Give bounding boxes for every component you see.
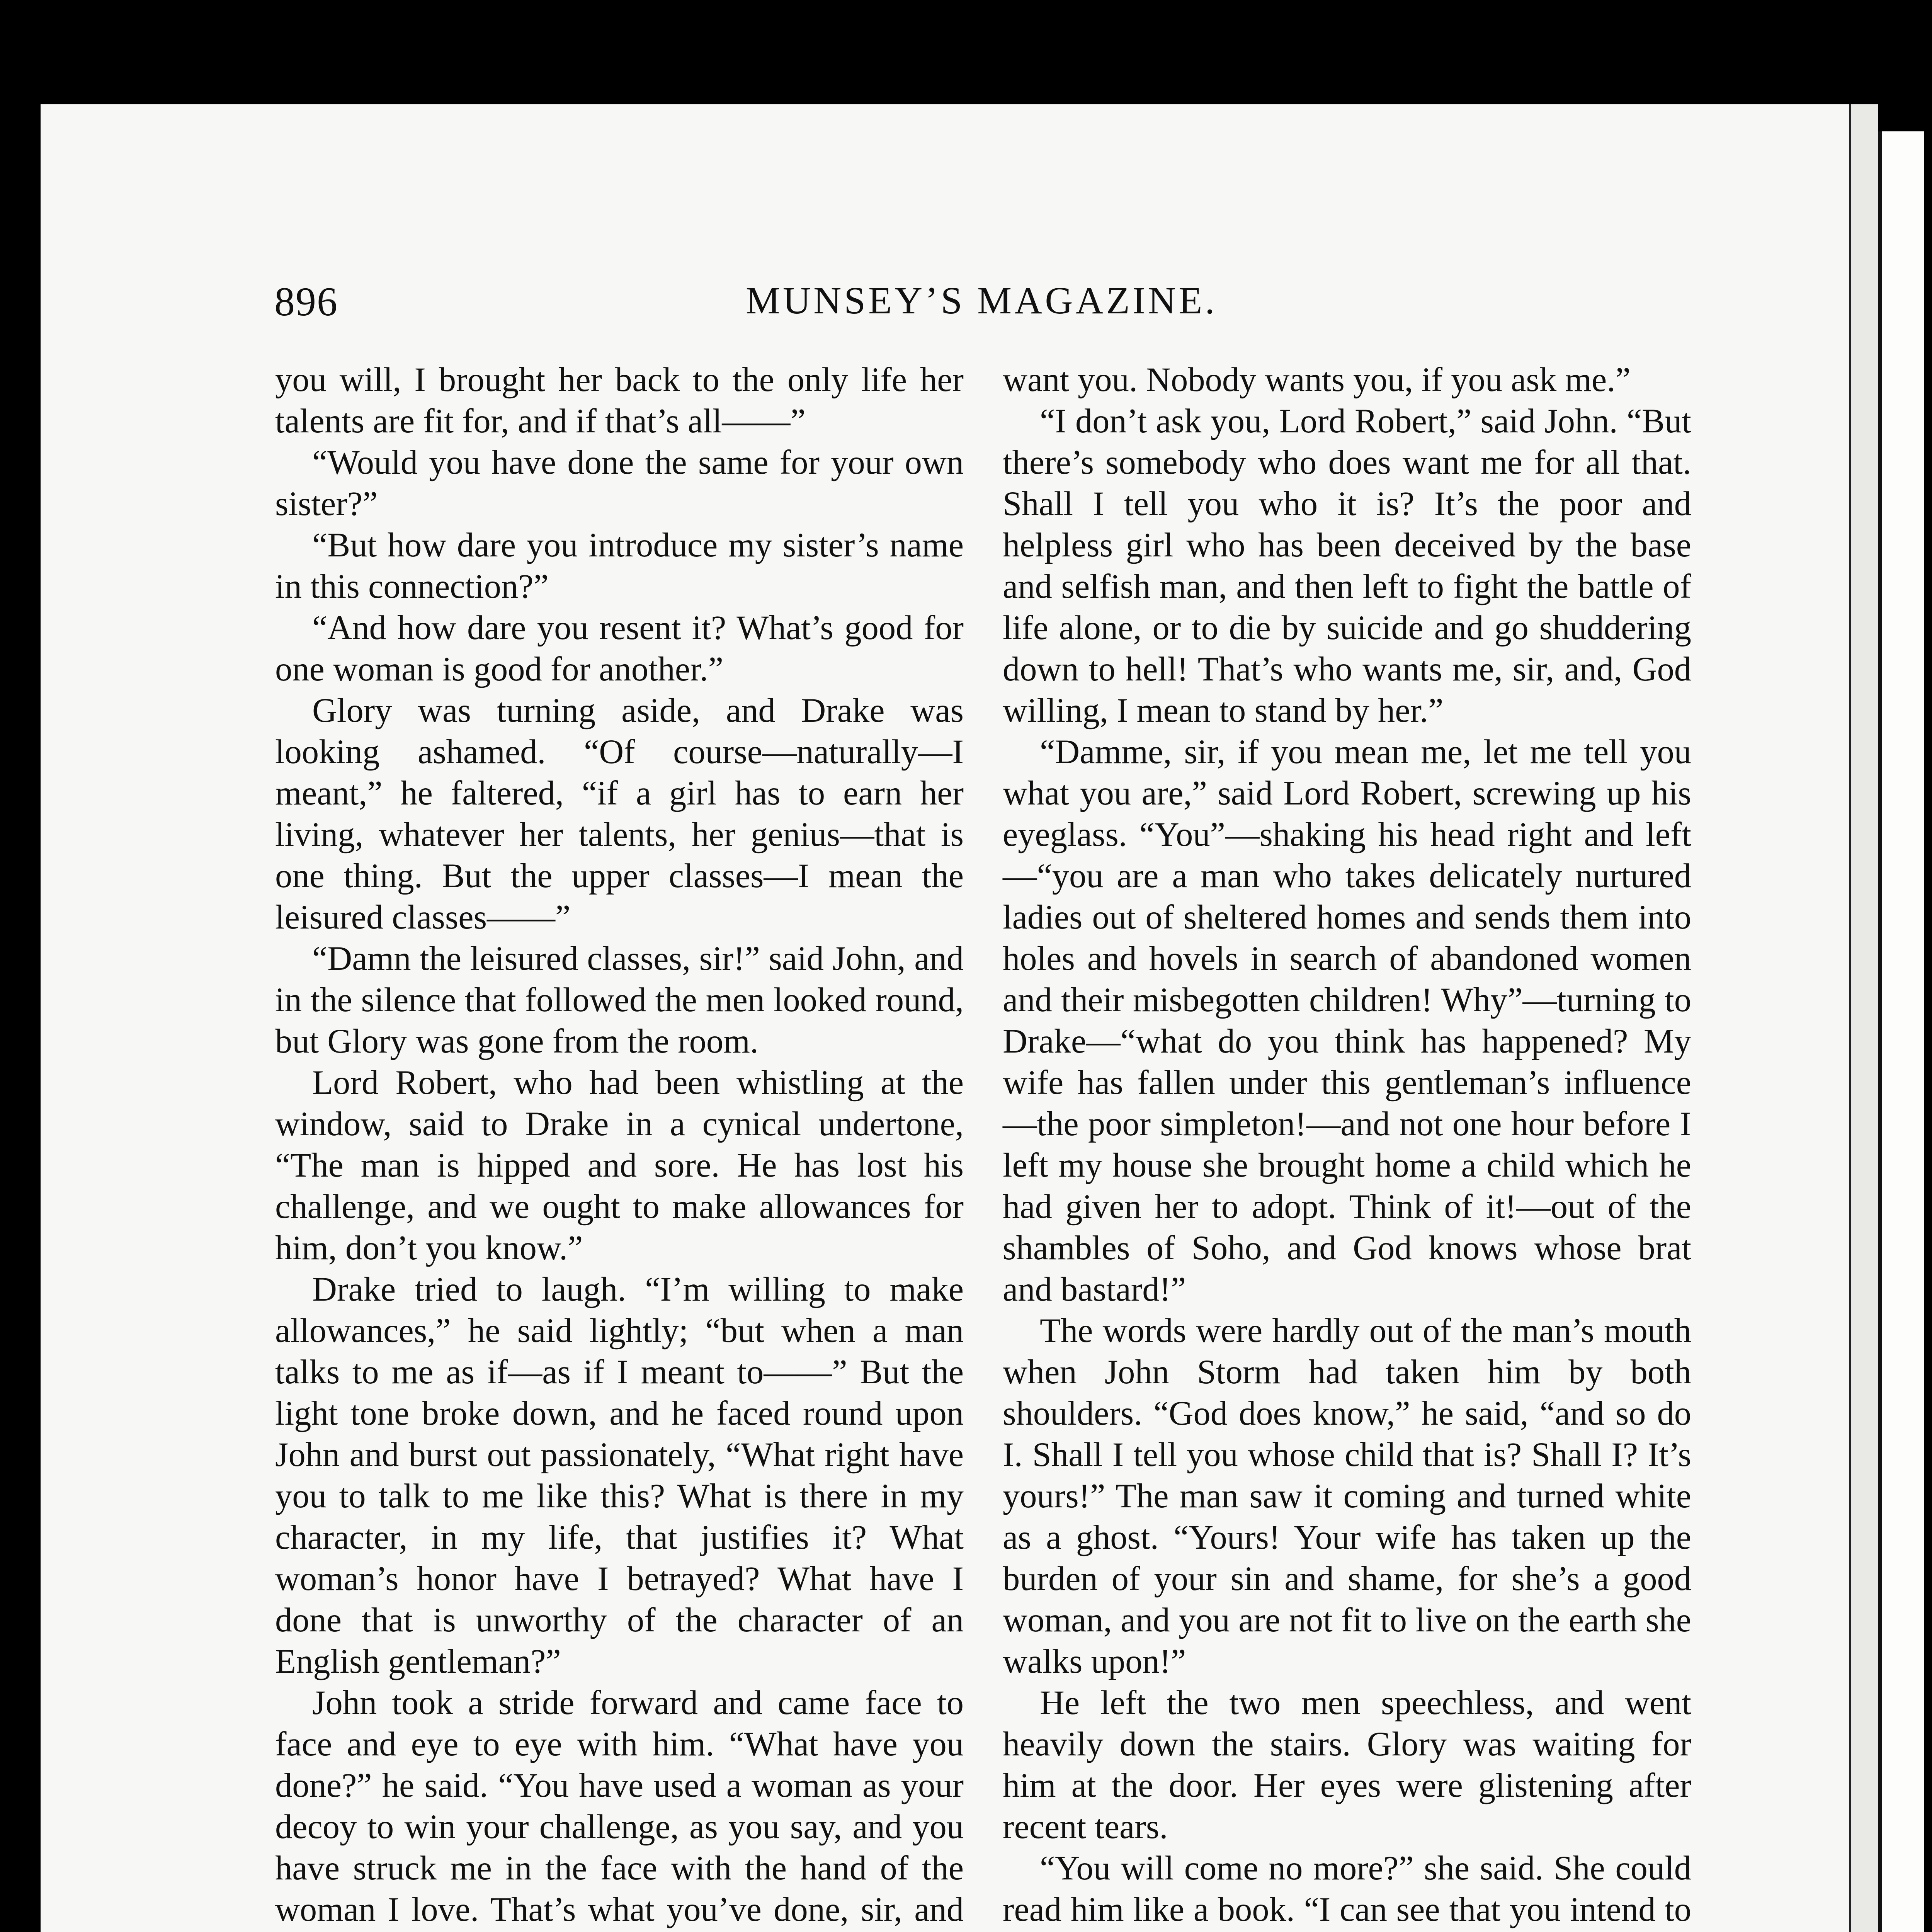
paragraph: “But how dare you introduce my sister’s name in this connection?” — [275, 526, 964, 605]
running-title: MUNSEY’S MAGAZINE. — [746, 279, 1218, 322]
paragraph: “Would you have done the same for your own sister?” — [275, 444, 964, 523]
paragraph: “Damn the leisured classes, sir!” said John, and in the silence that followed the men looked round, but Glory was gone from the room. — [275, 940, 964, 1060]
page-edge — [1849, 104, 1878, 1932]
paragraph: you will, I brought her back to the only life her talents are fit for, and if that’s all——” — [275, 361, 964, 440]
paragraph: He left the two men speechless, and went heavily down the stairs. Glory was waiting for him at the door. Her eyes were glistening after recent tears. — [1003, 1684, 1691, 1846]
paragraph: Drake tried to laugh. “I’m willing to make allowances,” he said lightly; “but when a man talks to me as if—as if I meant to——” But the light tone broke down, and he faced round upon John and burst out passionately, “What right have you to talk to me like this? What is there in my character, in my life, that justifies it? What woman’s honor have I betrayed? What have I done that is unworthy of the character of an English gentleman?” — [275, 1270, 964, 1680]
paragraph: Glory was turning aside, and Drake was looking ashamed. “Of course—naturally—I meant,” he faltered, “if a girl has to earn her living, whatever her talents, her genius—that is one thing. But the upper classes—I mean the leisured classes——” — [275, 692, 964, 936]
paragraph: John took a stride forward and came face to face and eye to eye with him. “What have you done?” he said. “You have used a woman as your decoy to win your challenge, as you say, and you have struck me in the face with the hand of the woman I love. That’s what you’ve done, sir, and — [275, 1684, 964, 1929]
paragraph: Lord Robert, who had been whistling at the window, said to Drake in a cynical undertone, “The man is hipped and sore. He has lost his challenge, and we ought to make allowances for him, don’t you know.” — [275, 1064, 964, 1267]
right-column — [1003, 359, 1691, 1932]
paragraph: The words were hardly out of the man’s mouth when John Storm had taken him by both shoulders. “God does know,” he said, “and so do I. Shall I tell you whose child that is? Shall I? It’s yours!” The man saw it coming and turned white as a ghost. “Yours! Your wife has taken up the burden of your sin and shame, for she’s a good woman, and you are not fit to live on the earth she walks upon!” — [1003, 1312, 1691, 1680]
page-header — [274, 278, 1731, 336]
next-page-edge — [1878, 131, 1924, 1932]
paragraph: want you. Nobody wants you, if you ask me.” — [1003, 361, 1631, 399]
left-column — [275, 359, 964, 1932]
paragraph: “And how dare you resent it? What’s good for one woman is good for another.” — [275, 609, 964, 688]
paragraph: “Damme, sir, if you mean me, let me tell you what you are,” said Lord Robert, screwing up his eyeglass. “You”—shaking his head right and left—“you are a man who takes delicately nurtured ladies out of sheltered homes and sends them into holes and hovels in search of abandoned women and their misbegotten children! Why”—turning to Drake—“what do you think has happened? My wife has fallen under this gentleman’s influence—the poor simpleton!—and not one hour before I left my house she brought home a child which he had given her to adopt. Think of it!—out of the shambles of Soho, and God knows whose brat and bastard!” — [1003, 733, 1691, 1308]
page-number: 896 — [274, 279, 338, 324]
paragraph: “You will come no more?” she said. She could read him like a book. “I can see that you intend to — [1003, 1849, 1691, 1929]
paragraph: “I don’t ask you, Lord Robert,” said John. “But there’s somebody who does want me for all that. Shall I tell you who it is? It’s the poor and helpless girl who has been deceived by the base and selfish man, and then left to fight the battle of life alone, or to die by suicide and go shuddering down to hell! That’s who wants me, sir, and, God willing, I mean to stand by her.” — [1003, 402, 1691, 730]
